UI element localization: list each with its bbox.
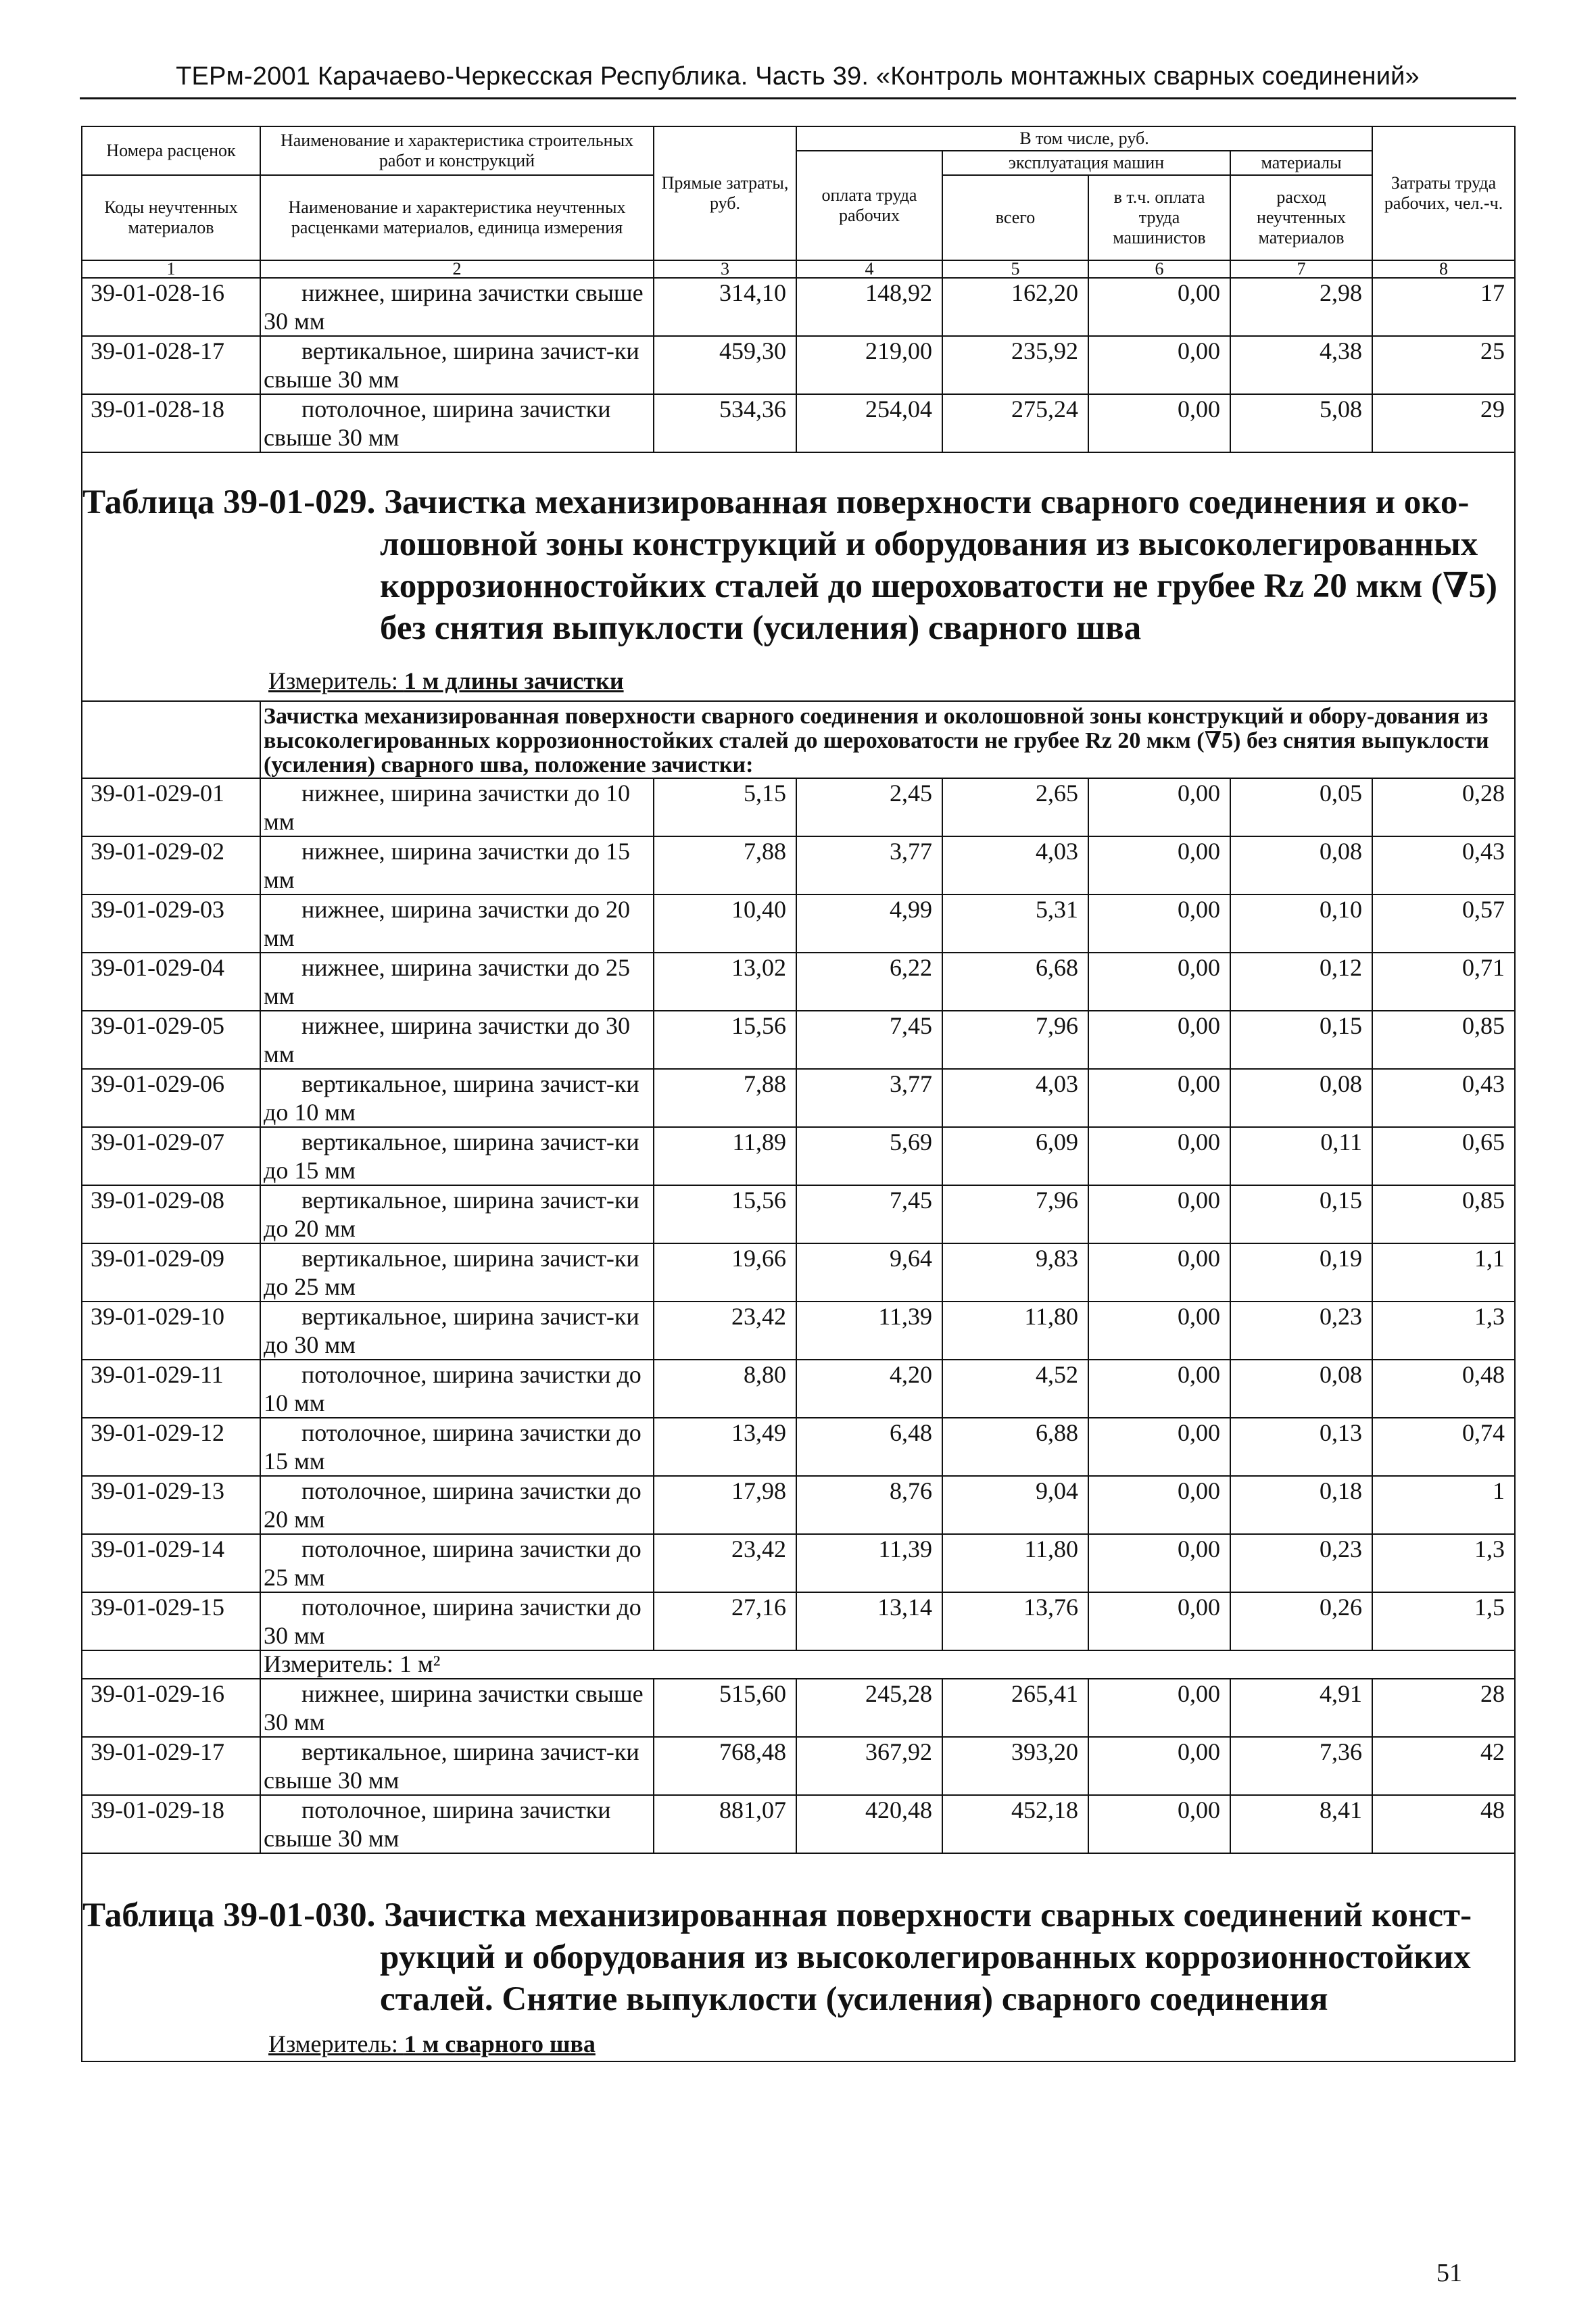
work-description-text: нижнее, ширина зачистки до 20 мм [264,895,631,951]
machines-cost: 393,20 [942,1737,1088,1795]
labor-hours: 0,65 [1372,1127,1515,1185]
direct-cost: 7,88 [654,1069,796,1127]
labor-hours: 1,3 [1372,1534,1515,1592]
col-header-materials: материалы [1230,151,1372,175]
work-description-text: потолочное, ширина зачистки до 20 мм [264,1477,642,1533]
direct-cost: 7,88 [654,836,796,894]
machines-cost: 2,65 [942,778,1088,836]
machines-cost: 13,76 [942,1592,1088,1650]
table-029-measure: Измеритель: 1 м длины зачистки [268,667,624,694]
work-description-text: вертикальное, ширина зачист-ки до 25 мм [264,1244,639,1300]
direct-cost: 768,48 [654,1737,796,1795]
labor-hours: 1,3 [1372,1302,1515,1360]
labor-hours: 29 [1372,394,1515,452]
labor-hours: 0,28 [1372,778,1515,836]
table-row [82,894,1515,953]
operators-cost: 0,00 [1088,1069,1230,1127]
table-row [82,1795,1515,1853]
work-description [260,778,654,836]
direct-cost: 10,40 [654,894,796,953]
table-row [82,778,1515,836]
operators-cost: 0,00 [1088,1360,1230,1418]
materials-usage: 4,91 [1230,1679,1372,1737]
direct-cost: 15,56 [654,1185,796,1243]
column-number: 2 [260,260,654,278]
direct-cost: 13,02 [654,953,796,1011]
work-description [260,1737,654,1795]
table-row [82,336,1515,394]
work-description [260,1592,654,1650]
rate-code: 39-01-029-02 [82,836,260,894]
labor-cost: 6,48 [796,1418,942,1476]
labor-cost: 4,20 [796,1360,942,1418]
col-header-materials-usage: расход неучтенных материалов [1230,175,1372,260]
materials-usage: 0,12 [1230,953,1372,1011]
machines-cost: 11,80 [942,1302,1088,1360]
work-description-text: вертикальное, ширина зачист-ки до 10 мм [264,1070,639,1126]
column-number: 7 [1230,260,1372,278]
work-description-text: вертикальное, ширина зачист-ки свыше 30 мм [264,337,639,393]
rate-code: 39-01-029-13 [82,1476,260,1534]
machines-cost: 7,96 [942,1185,1088,1243]
operators-cost: 0,00 [1088,836,1230,894]
labor-hours: 0,48 [1372,1360,1515,1418]
rate-code: 39-01-029-06 [82,1069,260,1127]
direct-cost: 11,89 [654,1127,796,1185]
table-row [82,1737,1515,1795]
machines-cost: 235,92 [942,336,1088,394]
direct-cost: 23,42 [654,1302,796,1360]
table-029-subheading: Зачистка механизированная поверхности сварного соединения и околошовной зоны конструкций и обору-дования из высоколегированных коррозионностойких сталей до шероховатости не грубее Rz 20 мкм (∇5) без снятия выпуклости (усиления) сварного шва, положение зачистки: [260,701,1515,778]
machines-cost: 11,80 [942,1534,1088,1592]
page-number: 51 [1436,2259,1462,2287]
header-divider [80,97,1516,99]
materials-usage: 0,11 [1230,1127,1372,1185]
labor-hours: 0,74 [1372,1418,1515,1476]
col-header-operators: в т.ч. оплата труда машинистов [1088,175,1230,260]
operators-cost: 0,00 [1088,1737,1230,1795]
operators-cost: 0,00 [1088,953,1230,1011]
rate-code: 39-01-029-04 [82,953,260,1011]
column-numbers-row [82,260,1515,278]
rows-029 [82,778,1515,1650]
labor-cost: 6,22 [796,953,942,1011]
labor-cost: 420,48 [796,1795,942,1853]
work-description [260,1011,654,1069]
labor-cost: 5,69 [796,1127,942,1185]
table-row [82,1476,1515,1534]
rate-code: 39-01-028-16 [82,278,260,336]
table-row [82,1011,1515,1069]
col-header-hours: Затраты труда рабочих, чел.-ч. [1372,126,1515,260]
rate-code: 39-01-029-18 [82,1795,260,1853]
table-row [82,1418,1515,1476]
table-row [82,953,1515,1011]
labor-hours: 0,57 [1372,894,1515,953]
labor-cost: 219,00 [796,336,942,394]
column-number: 5 [942,260,1088,278]
work-description [260,1069,654,1127]
rate-code: 39-01-028-18 [82,394,260,452]
direct-cost: 23,42 [654,1534,796,1592]
operators-cost: 0,00 [1088,1418,1230,1476]
work-description [260,1360,654,1418]
labor-hours: 1,1 [1372,1243,1515,1302]
labor-cost: 7,45 [796,1011,942,1069]
materials-usage: 0,13 [1230,1418,1372,1476]
header-row-1 [82,126,1515,151]
col-header-group: В том числе, руб. [796,126,1372,151]
work-description [260,1534,654,1592]
labor-cost: 9,64 [796,1243,942,1302]
materials-usage: 0,19 [1230,1243,1372,1302]
work-description-text: вертикальное, ширина зачист-ки до 30 мм [264,1302,639,1358]
rate-code: 39-01-029-09 [82,1243,260,1302]
operators-cost: 0,00 [1088,1795,1230,1853]
table-029-label: Таблица 39-01-029. [82,483,376,521]
table-030-measure: Измеритель: 1 м сварного шва [268,2030,596,2057]
labor-cost: 4,99 [796,894,942,953]
work-description-text: потолочное, ширина зачистки до 30 мм [264,1593,642,1649]
operators-cost: 0,00 [1088,778,1230,836]
work-description-text: нижнее, ширина зачистки до 10 мм [264,779,631,835]
direct-cost: 5,15 [654,778,796,836]
table-030-title-rest: рукций и оборудования из высоколегированных коррозионностойких сталей. Снятие выпуклости (усиления) сварного соединения [380,1938,1471,2018]
operators-cost: 0,00 [1088,1185,1230,1243]
work-description-text: вертикальное, ширина зачист-ки до 20 мм [264,1186,639,1242]
work-description [260,1243,654,1302]
work-description-text: потолочное, ширина зачистки до 15 мм [264,1418,642,1475]
work-description [260,1476,654,1534]
operators-cost: 0,00 [1088,336,1230,394]
labor-hours: 0,85 [1372,1185,1515,1243]
page-header: ТЕРм-2001 Карачаево-Черкесская Республика. Часть 39. «Контроль монтажных сварных соединений» [176,62,1420,91]
operators-cost: 0,00 [1088,1011,1230,1069]
rate-code: 39-01-028-17 [82,336,260,394]
materials-usage: 0,26 [1230,1592,1372,1650]
machines-cost: 6,88 [942,1418,1088,1476]
labor-hours: 48 [1372,1795,1515,1853]
labor-hours: 0,43 [1372,836,1515,894]
work-description [260,894,654,953]
machines-cost: 4,52 [942,1360,1088,1418]
table-row [82,1127,1515,1185]
col-header-codes-bottom: Коды неучтенных материалов [82,175,260,260]
operators-cost: 0,00 [1088,894,1230,953]
labor-cost: 11,39 [796,1302,942,1360]
direct-cost: 314,10 [654,278,796,336]
column-number: 1 [82,260,260,278]
labor-cost: 245,28 [796,1679,942,1737]
table-row [82,394,1515,452]
materials-usage: 5,08 [1230,394,1372,452]
work-description-text: потолочное, ширина зачистки до 10 мм [264,1360,642,1416]
labor-hours: 1,5 [1372,1592,1515,1650]
column-number: 8 [1372,260,1515,278]
labor-hours: 0,85 [1372,1011,1515,1069]
labor-cost: 7,45 [796,1185,942,1243]
table-030-title-line1: Зачистка механизированная поверхности сварных соединений конст- [384,1896,1472,1934]
materials-usage: 0,23 [1230,1534,1372,1592]
operators-cost: 0,00 [1088,1476,1230,1534]
direct-cost: 13,49 [654,1418,796,1476]
rate-code: 39-01-029-03 [82,894,260,953]
labor-hours: 17 [1372,278,1515,336]
table-029-caption [82,452,1515,701]
rows-028 [82,278,1515,452]
operators-cost: 0,00 [1088,1534,1230,1592]
operators-cost: 0,00 [1088,278,1230,336]
labor-hours: 1 [1372,1476,1515,1534]
work-description [260,1418,654,1476]
table-row [82,1592,1515,1650]
col-header-direct: Прямые затраты, руб. [654,126,796,260]
table-row [82,1185,1515,1243]
table-row [82,836,1515,894]
rate-code: 39-01-029-11 [82,1360,260,1418]
work-description-text: вертикальное, ширина зачист-ки до 15 мм [264,1128,639,1184]
table-row [82,278,1515,336]
work-description [260,1185,654,1243]
work-description-text: вертикальное, ширина зачист-ки свыше 30 мм [264,1738,639,1794]
rate-code: 39-01-029-16 [82,1679,260,1737]
col-header-machines-total: всего [942,175,1088,260]
materials-usage: 0,15 [1230,1011,1372,1069]
labor-cost: 2,45 [796,778,942,836]
materials-usage: 0,05 [1230,778,1372,836]
work-description [260,953,654,1011]
table-row [82,1302,1515,1360]
rates-table [81,126,1516,2062]
work-description-text: нижнее, ширина зачистки до 15 мм [264,837,631,893]
work-description-text: нижнее, ширина зачистки свыше 30 мм [264,279,644,335]
machines-cost: 265,41 [942,1679,1088,1737]
col-header-codes-top: Номера расценок [82,126,260,175]
materials-usage: 0,08 [1230,1360,1372,1418]
machines-cost: 452,18 [942,1795,1088,1853]
table-row [82,1679,1515,1737]
machines-cost: 9,83 [942,1243,1088,1302]
direct-cost: 459,30 [654,336,796,394]
labor-cost: 11,39 [796,1534,942,1592]
table-row [82,1069,1515,1127]
direct-cost: 19,66 [654,1243,796,1302]
materials-usage: 0,10 [1230,894,1372,953]
table-029-title-line1: Зачистка механизированная поверхности сварного соединения и око- [384,483,1470,521]
machines-cost: 5,31 [942,894,1088,953]
work-description [260,1795,654,1853]
labor-hours: 0,71 [1372,953,1515,1011]
machines-cost: 6,68 [942,953,1088,1011]
work-description-text: потолочное, ширина зачистки свыше 30 мм [264,395,611,451]
work-description [260,1679,654,1737]
labor-cost: 8,76 [796,1476,942,1534]
labor-hours: 0,43 [1372,1069,1515,1127]
table-row [82,1360,1515,1418]
materials-usage: 7,36 [1230,1737,1372,1795]
labor-cost: 3,77 [796,836,942,894]
table-029-title-rest: лошовной зоны конструкций и оборудования из высоколегированных коррозионностойких сталей до шероховатости не грубее Rz 20 мкм (∇5) без снятия выпуклости (усиления) сварного шва [380,525,1497,647]
work-description [260,278,654,336]
col-header-labor: оплата труда рабочих [796,151,942,260]
work-description-text: нижнее, ширина зачистки до 30 мм [264,1011,631,1068]
col-header-names-top: Наименование и характеристика строительных работ и конструкций [260,126,654,175]
labor-cost: 367,92 [796,1737,942,1795]
table-row [82,1243,1515,1302]
operators-cost: 0,00 [1088,1127,1230,1185]
operators-cost: 0,00 [1088,1679,1230,1737]
labor-cost: 148,92 [796,278,942,336]
direct-cost: 8,80 [654,1360,796,1418]
rate-code: 39-01-029-08 [82,1185,260,1243]
table-029-measure-unit: 1 м длины зачистки [404,667,624,694]
rate-code: 39-01-029-15 [82,1592,260,1650]
direct-cost: 534,36 [654,394,796,452]
work-description-text: потолочное, ширина зачистки свыше 30 мм [264,1796,611,1852]
materials-usage: 0,18 [1230,1476,1372,1534]
direct-cost: 15,56 [654,1011,796,1069]
rate-code: 39-01-029-12 [82,1418,260,1476]
operators-cost: 0,00 [1088,1302,1230,1360]
table-030-measure-unit: 1 м сварного шва [404,2030,596,2057]
table-029-measure-2: Измеритель: 1 м² [260,1650,1515,1679]
rate-code: 39-01-029-05 [82,1011,260,1069]
rows-029-m2 [82,1679,1515,1853]
col-header-machines: эксплуатация машин [942,151,1230,175]
direct-cost: 17,98 [654,1476,796,1534]
work-description-text: нижнее, ширина зачистки до 25 мм [264,953,631,1009]
labor-hours: 42 [1372,1737,1515,1795]
materials-usage: 0,15 [1230,1185,1372,1243]
materials-usage: 4,38 [1230,336,1372,394]
rate-code: 39-01-029-14 [82,1534,260,1592]
table-row [82,1534,1515,1592]
column-number: 4 [796,260,942,278]
operators-cost: 0,00 [1088,1243,1230,1302]
machines-cost: 4,03 [942,1069,1088,1127]
operators-cost: 0,00 [1088,1592,1230,1650]
direct-cost: 27,16 [654,1592,796,1650]
labor-cost: 13,14 [796,1592,942,1650]
work-description [260,336,654,394]
labor-cost: 3,77 [796,1069,942,1127]
labor-hours: 25 [1372,336,1515,394]
column-number: 3 [654,260,796,278]
work-description [260,394,654,452]
rate-code: 39-01-029-17 [82,1737,260,1795]
machines-cost: 9,04 [942,1476,1088,1534]
machines-cost: 162,20 [942,278,1088,336]
machines-cost: 275,24 [942,394,1088,452]
labor-hours: 28 [1372,1679,1515,1737]
materials-usage: 0,23 [1230,1302,1372,1360]
table-030-caption [82,1853,1515,2061]
work-description [260,836,654,894]
operators-cost: 0,00 [1088,394,1230,452]
machines-cost: 7,96 [942,1011,1088,1069]
direct-cost: 881,07 [654,1795,796,1853]
machines-cost: 6,09 [942,1127,1088,1185]
table-030-label: Таблица 39-01-030. [82,1896,376,1934]
materials-usage: 8,41 [1230,1795,1372,1853]
rate-code: 39-01-029-07 [82,1127,260,1185]
work-description [260,1302,654,1360]
rate-code: 39-01-029-01 [82,778,260,836]
work-description [260,1127,654,1185]
materials-usage: 0,08 [1230,1069,1372,1127]
work-description-text: нижнее, ширина зачистки свыше 30 мм [264,1679,644,1736]
materials-usage: 0,08 [1230,836,1372,894]
labor-cost: 254,04 [796,394,942,452]
materials-usage: 2,98 [1230,278,1372,336]
work-description-text: потолочное, ширина зачистки до 25 мм [264,1535,642,1591]
machines-cost: 4,03 [942,836,1088,894]
col-header-names-bottom: Наименование и характеристика неучтенных расценками материалов, единица измерения [260,175,654,260]
column-number: 6 [1088,260,1230,278]
rate-code: 39-01-029-10 [82,1302,260,1360]
direct-cost: 515,60 [654,1679,796,1737]
